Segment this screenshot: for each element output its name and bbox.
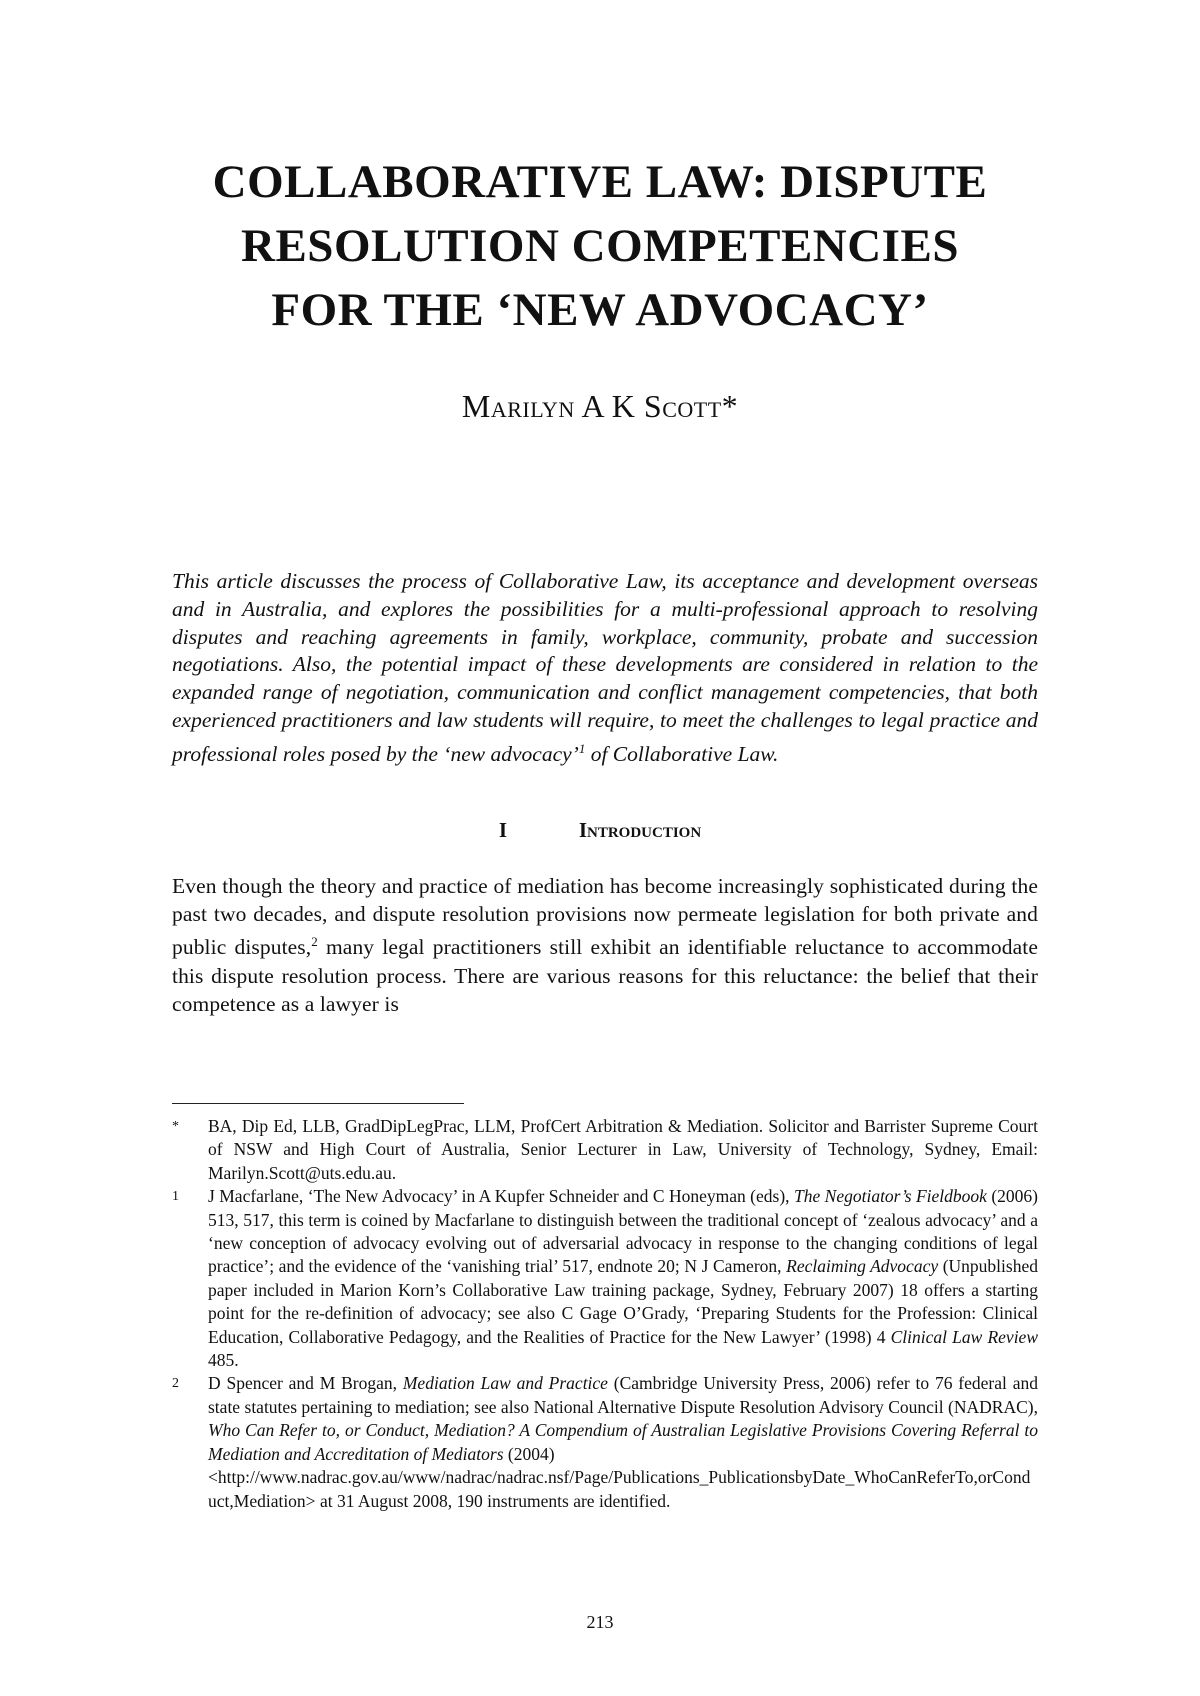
footnote-divider (172, 1103, 464, 1104)
title-line-2: RESOLUTION COMPETENCIES (241, 220, 959, 272)
abstract-text: This article discusses the process of Collaborative Law, its acceptance and development overseas and in Australia, and explores the possibilities for a multi-professional approach to resolving disputes and reaching agreements in family, workplace, community, probate and succession negotiations. Also, the potential impact of these developments are considered in relation to the expanded range of negotiation, communication and conflict management competencies, that both experienced practitioners and law students will require, to meet the challenges to legal practice and professional roles posed by the ‘new advocacy’ (172, 569, 1038, 766)
footnote-citation-title: Who Can Refer to, or Conduct, Mediation? A Compendium of Australian Legislative Provisions Covering Referral to Mediation and Accreditation of Mediators (208, 1420, 1038, 1464)
section-heading (130, 818, 1070, 843)
footnote-text: (2004) (503, 1443, 555, 1464)
footnote-text: at 31 August 2008, 190 instruments are identified. (315, 1490, 671, 1511)
footnote-text: (Unpublished paper included in Marion Korn’s Collaborative Law training package, Sydney, February 2007) 18 offers a starting point for the re-definition of advocacy; see also C Gage O’Grady, ‘Preparing Students for the Profession: Clinical Education, Collaborative Pedagogy, and the Realities of Practice for the New Lawyer’ (1998) 4 (208, 1256, 1038, 1347)
footnote-text: 485. (208, 1350, 239, 1371)
footnote-ref-1[interactable]: 1 (578, 740, 586, 756)
section-label: Introduction (578, 818, 702, 842)
footnote-1 (172, 1185, 1038, 1372)
footnote-mark: 2 (172, 1376, 179, 1392)
footnote-citation-title: The Negotiator’s Fieldbook (793, 1186, 987, 1207)
title-line-1: COLLABORATIVE LAW: DISPUTE (212, 156, 988, 208)
page-number: 213 (586, 1612, 614, 1632)
footnote-star (172, 1115, 1038, 1185)
footnote-text: (Cambridge University Press, 2006) refer to 76 federal and state statutes pertaining to mediation; see also National Alternative Dispute Resolution Advisory Council (NADRAC), (208, 1373, 1038, 1417)
footnote-text: J Macfarlane, ‘The New Advocacy’ in A Kupfer Schneider and C Honeyman (eds), (208, 1186, 794, 1207)
body-paragraph (172, 872, 1038, 1018)
body-text-part-2: many legal practitioners still exhibit an identifiable reluctance to accommodate this dispute resolution process. There are various reasons for this reluctance: the belief that their competence as a lawyer is (172, 935, 1038, 1016)
footnote-citation-title: Reclaiming Advocacy (786, 1256, 939, 1277)
footnote-mark: * (172, 1119, 179, 1134)
footnote-citation-title: Clinical Law Review (890, 1326, 1038, 1347)
footnote-url[interactable]: <http://www.nadrac.gov.au/www/nadrac/nadrac.nsf/Page/Publications_PublicationsbyDate_WhoCanReferTo,orConduct,Mediation> (208, 1467, 1031, 1511)
footnote-citation-title: Mediation Law and Practice (402, 1373, 608, 1394)
abstract-tail: of Collaborative Law. (585, 741, 779, 766)
footnote-text: BA, Dip Ed, LLB, GradDipLegPrac, LLM, ProfCert Arbitration & Mediation. Solicitor and Barrister Supreme Court of NSW and High Court of Australia, Senior Lecturer in Law, University of Technology, Sydney, Email: Marilyn.Scott@uts.edu.au. (208, 1116, 1038, 1183)
footnote-ref-2[interactable]: 2 (311, 934, 318, 950)
footnotes (172, 1115, 1038, 1513)
article-title (130, 150, 1070, 342)
section-number: I (498, 818, 507, 842)
footnote-text: (2006) 513, 517, this term is coined by Macfarlane to distinguish between the traditional concept of ‘zealous advocacy’ and a ‘new conception of advocacy evolving out of adversarial advocacy in response to the changing conditions of legal practice’; and the evidence of the ‘vanishing trial’ 517, endnote 20; N J Cameron, (208, 1186, 1038, 1277)
body-text-part-1: Even though the theory and practice of mediation has become increasingly sophisticated during the past two decades, and dispute resolution provisions now permeate legislation for both private and public disputes, (172, 874, 1038, 960)
author-name: Marilyn A K Scott* (461, 388, 739, 424)
title-line-3: FOR THE ‘NEW ADVOCACY’ (271, 284, 929, 336)
footnote-text: D Spencer and M Brogan, (208, 1373, 403, 1394)
abstract (172, 568, 1038, 769)
footnote-mark: 1 (172, 1189, 179, 1205)
footnote-2 (172, 1372, 1038, 1512)
